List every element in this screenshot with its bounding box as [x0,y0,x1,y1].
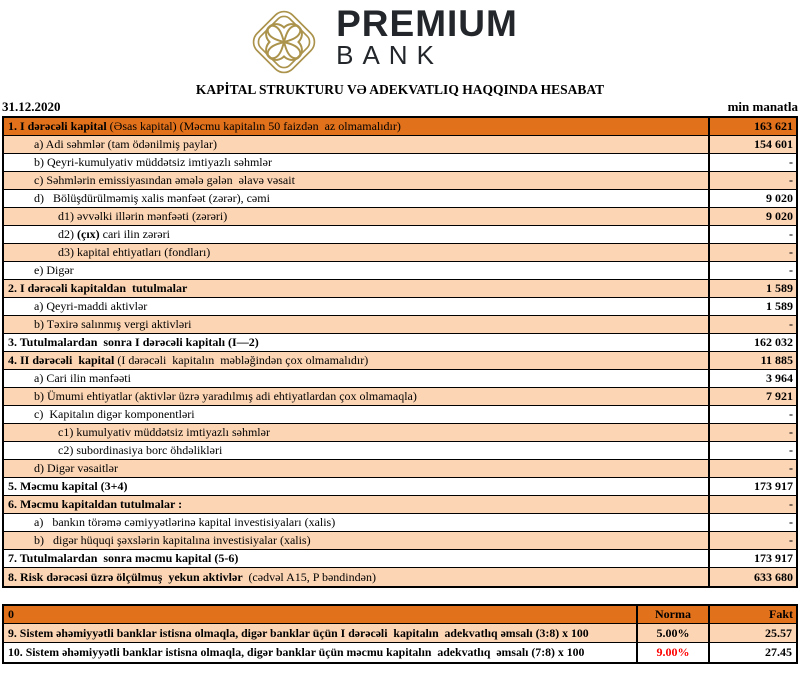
row-value: 1 589 [708,280,796,297]
row-label [4,262,708,279]
row-label-bold-segment: 2. I dərəcəli kapitaldan tutulmalar [8,281,188,295]
row-label-segment: (cədvəl A15, P bəndindən) [245,569,376,584]
table-row [4,154,796,172]
bank-name-sub: BANK [336,40,443,70]
row-label [4,442,708,459]
row-value: 633 680 [708,568,796,586]
row-label-segment: c1) kumulyativ müddətsiz imtiyazlı səhmlər [58,425,270,439]
table-row [4,460,796,478]
row-label-bold-segment: 8. Risk dərəcəsi üzrə ölçülmuş yekun aktivlər [8,569,246,584]
row-label-segment: b) digər hüquqi şəxslərin kapitalına investisiyalar (xalis) [34,533,311,547]
row-label-segment: d2) [58,227,77,241]
row-label-segment: c2) subordinasiya borc öhdəlikləri [58,443,223,457]
table-row [4,550,796,568]
row-value: 9 020 [708,208,796,225]
row-label [4,643,636,662]
row-label-segment: cari ilin zərəri [99,227,170,241]
row-label [4,136,708,153]
row-label [4,118,708,135]
adequacy-row [4,643,796,662]
row-label [4,298,708,315]
row-value: - [708,154,796,171]
fakt-value: 27.45 [708,643,796,662]
row-value: - [708,442,796,459]
row-value: - [708,496,796,513]
row-value: - [708,424,796,441]
adequacy-header-left: 0 [8,607,14,621]
row-label-segment: d3) kapital ehtiyatları (fondları) [58,245,211,259]
row-label-bold-segment: 4. II dərəcəli kapital [8,353,115,367]
table-row [4,478,796,496]
table-row [4,136,796,154]
row-label-segment: a) Adi səhmlər (tam ödənilmiş paylar) [34,137,217,151]
row-value: - [708,172,796,189]
table-row [4,442,796,460]
row-label-segment: c) Kapitalın digər komponentləri [34,407,195,421]
table-row [4,280,796,298]
row-label-segment: a) Cari ilin mənfəəti [34,371,131,385]
row-value: 173 917 [708,478,796,495]
row-label-segment: b) Ümumi ehtiyatlar (aktivlər üzrə yaradılmış adi ehtiyatlardan çox olmamaqla) [34,389,417,403]
norma-value: 5.00% [636,624,708,642]
row-value: 9 020 [708,190,796,207]
row-value: - [708,514,796,531]
row-value: 7 921 [708,388,796,405]
bank-name-block [336,4,518,68]
row-value: 3 964 [708,370,796,387]
row-label [4,496,708,513]
table-row [4,298,796,316]
row-label [4,154,708,171]
row-label [4,478,708,495]
row-value: - [708,406,796,423]
row-label-segment: b) Təxirə salınmış vergi aktivləri [34,317,192,331]
row-label [4,568,708,586]
row-label-segment: b) Qeyri-kumulyativ müddətsiz imtiyazlı səhmlər [34,155,272,169]
row-value: 11 885 [708,352,796,369]
adequacy-table [2,604,798,664]
row-value: 1 589 [708,298,796,315]
row-label-bold-segment: 7. Tutulmalardan sonra məcmu kapital (5-6) [8,551,239,565]
bank-name: PREMIUM [336,3,518,44]
row-label-segment: c) Səhmlərin emissiyasından əmələ gələn əlavə vəsait [34,173,295,187]
row-label [4,190,708,207]
premium-bank-emblem-icon [246,4,322,85]
row-label-segment: d) Digər vəsaitlər [34,461,118,475]
adequacy-row [4,624,796,643]
adequacy-header-row [4,606,796,624]
row-label [4,514,708,531]
table-row [4,244,796,262]
row-value: - [708,532,796,549]
row-label [4,334,708,351]
row-label [4,226,708,243]
row-label-segment: (I dərəcəli kapitalın məbləğindən çox olmamalıdır) [114,353,369,367]
table-row [4,316,796,334]
row-label-bold-segment: 10. Sistem əhəmiyyətli banklar istisna olmaqla, digər banklar üçün məcmu kapitalın adekvatlıq əmsalı (7:8) x 100 [8,645,585,659]
report-unit: min manatla [727,99,798,114]
row-value: 173 917 [708,550,796,567]
row-value: - [708,226,796,243]
row-label [4,244,708,261]
row-label-bold-segment: 6. Məcmu kapitaldan tutulmalar : [8,497,183,511]
row-label [4,624,636,642]
row-label [4,388,708,405]
row-label-bold-segment: 3. Tutulmalardan sonra I dərəcəli kapitalı (I—2) [8,335,259,349]
row-label [4,208,708,225]
table-row [4,172,796,190]
table-row [4,262,796,280]
row-label-segment: a) bankın törəmə cəmiyyətlərinə kapital investisiyaları (xalis) [34,515,336,529]
table-row [4,370,796,388]
row-label [4,352,708,369]
row-label-segment: a) Qeyri-maddi aktivlər [34,299,148,313]
row-label-segment: e) Digər [34,263,74,277]
row-label-segment: d1) əvvəlki illərin mənfəəti (zərəri) [58,209,228,223]
row-label [4,406,708,423]
row-label [4,370,708,387]
row-value: - [708,460,796,477]
table-row [4,568,796,586]
adequacy-header-fakt: Fakt [708,606,796,623]
table-row [4,532,796,550]
table-row [4,352,796,370]
row-label-bold-segment: 9. Sistem əhəmiyyətli banklar istisna olmaqla, digər banklar üçün I dərəcəli kapitalın adekvatlıq əmsalı (3:8) x 100 [8,625,589,640]
table-row [4,496,796,514]
row-label-segment: d) Bölüşdürülməmiş xalis mənfəət (zərər), cəmi [34,191,270,205]
row-value: 162 032 [708,334,796,351]
table-row [4,190,796,208]
row-label-bold-segment: 1. I dərəcəli kapital [8,119,107,133]
table-row [4,118,796,136]
table-row [4,406,796,424]
table-row [4,514,796,532]
bank-logo [0,0,782,80]
page-title: KAPİTAL STRUKTURU VƏ ADEKVATLIQ HAQQINDA HESABAT [195,82,605,97]
report-date: 31.12.2020 [2,99,61,114]
row-label-bold-segment: (çıx) [77,227,100,241]
report-meta [0,99,800,114]
adequacy-header-norma: Norma [636,606,708,623]
row-label [4,460,708,477]
norma-value: 9.00% [636,643,708,662]
table-row [4,388,796,406]
row-label [4,424,708,441]
row-label [4,316,708,333]
row-label [4,172,708,189]
capital-table [2,116,798,588]
table-row [4,334,796,352]
row-label [4,280,708,297]
table-row [4,208,796,226]
row-label [4,532,708,549]
row-value: - [708,262,796,279]
table-row [4,226,796,244]
row-label-segment: (Əsas kapital) (Məcmu kapitalın 50 faizdən az olmamalıdır) [106,119,401,133]
row-label [4,550,708,567]
row-label-bold-segment: 5. Məcmu kapital (3+4) [8,479,128,493]
table-row [4,424,796,442]
row-value: - [708,244,796,261]
row-value: 163 621 [708,118,796,135]
row-value: - [708,316,796,333]
fakt-value: 25.57 [708,624,796,642]
row-value: 154 601 [708,136,796,153]
